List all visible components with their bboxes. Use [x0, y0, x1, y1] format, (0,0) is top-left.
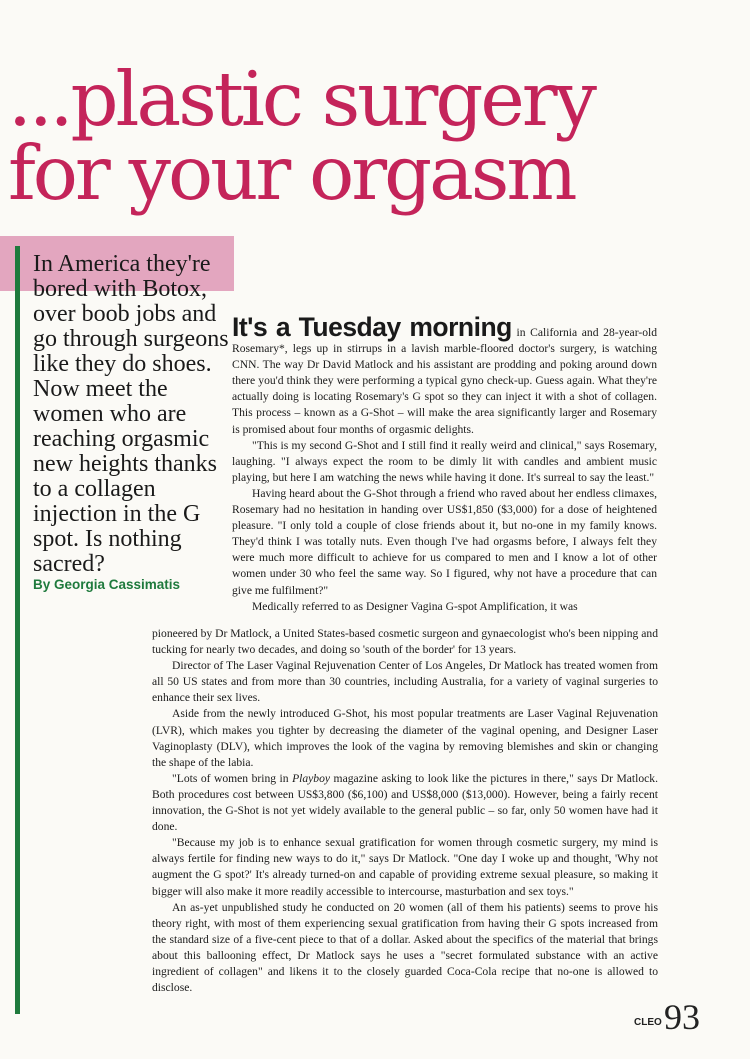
- article-paragraph: Aside from the newly introduced G-Shot, his most popular treatments are Laser Vaginal Rejuvenation (LVR), which makes you tighter by decreasing the diameter of the vaginal opening, and Designer Laser Vaginoplasty (DLV), which improves the look of the vagina by removing blemishes and skin or changing the shape of the labia.: [152, 707, 658, 769]
- article-paragraph: "Because my job is to enhance sexual gratification for women through cosmetic surgery, my mind is always fertile for finding new ways to do it," says Dr Matlock. "One day I woke up and thought, 'Why not augment the G spot?' It's already turned-on and capable of providing extreme sexual pleasure, so making it bigger will also make it more readily accessible to intercourse, masturbation and sex toys.": [152, 836, 658, 898]
- article-paragraph: Medically referred to as Designer Vagina G-spot Amplification, it was: [252, 599, 578, 613]
- article-column-narrow: [232, 314, 657, 615]
- headline-line-1: ...plastic surgery: [8, 55, 594, 143]
- article-paragraph: [152, 771, 658, 835]
- article-paragraph: [232, 314, 657, 438]
- magazine-title: Playboy: [292, 771, 331, 785]
- green-vertical-rule: [15, 246, 20, 1014]
- article-paragraph: "This is my second G-Shot and I still find it really weird and clinical," says Rosemary, laughing. "I always expect the room to be dimly lit with candles and ambient music playing, but here I am watching the news while having it done. It's surreal to say the least.": [232, 438, 657, 484]
- article-paragraph-text: in California and 28-year-old Rosemary*, legs up in stirrups in a lavish marble-floored doctor's surgery, is watching CNN. The way Dr David Matlock and his assistant are prodding and poking around down there you'd think they were performing a typical gyno check-up. Guess again. What they're actually doing is locating Rosemary's G spot so they can inject it with a shot of collagen. This process – known as a G-Shot – will make the area significantly larger and Rosemary is promised about four months of orgasmic delights.: [232, 326, 658, 436]
- headline-line-2: for your orgasm: [8, 129, 575, 217]
- article-column-wide: [152, 626, 658, 996]
- lead-phrase: It's a Tuesday morning: [232, 312, 512, 342]
- article-paragraph: Director of The Laser Vaginal Rejuvenation Center of Los Angeles, Dr Matlock has treated women from all 50 US states and from more than 30 countries, including Australia, for a variety of vaginal surgeries to enhance their sex lives.: [152, 659, 658, 705]
- magazine-brand: CLEO: [634, 1017, 662, 1028]
- article-paragraph: An as-yet unpublished study he conducted on 20 women (all of them his patients) seems to prove his theory right, with most of them experiencing sexual gratification from having their G spots increased from the standard size of a five-cent piece to that of a dollar. Asked about the specifics of the material that brings about this ballooning effect, Dr Matlock says he uses a "secret formulated substance with an active ingredient of collagen" and likens it to the closely guarded Coca-Cola recipe that no-one is allowed to disclose.: [152, 900, 658, 995]
- article-paragraph-text: "Lots of women bring in: [172, 771, 293, 785]
- standfirst: In America they're bored with Botox, over boob jobs and go through surgeons like they do shoes. Now meet the women who are reaching orgasmic new heights thanks to a collagen injection in the G spot. Is nothing sacred?: [33, 251, 229, 577]
- page-number: 93: [664, 997, 700, 1037]
- article-paragraph: Having heard about the G-Shot through a friend who raved about her endless climaxes, Rosemary had no hesitation in handing over US$1,850 ($3,000) for a dose of heightened pleasure. "I only told a couple of close friends about it, but no-one in my family knows. They'd think I was totally nuts. Even though I've had orgasms before, I always felt they were much more difficult to achieve for us compared to men and I know a lot of other women under 30 who feel the same way. So I figured, why not have a procedure that can give me fulfilment?": [232, 486, 657, 597]
- article-paragraph: pioneered by Dr Matlock, a United States-based cosmetic surgeon and gynaecologist who's been nipping and tucking for nearly two decades, and doing so 'south of the border' for 13 years.: [152, 627, 658, 657]
- headline: [8, 55, 738, 217]
- article-paragraph-text: magazine asking to look like the pictures in there," says Dr Matlock. Both procedures cost between US$3,800 ($6,100) and US$8,000 ($13,000). However, being a fairly recent innovation, the G-Shot is not yet widely available to the general public – so far, only 50 women have had it done.: [152, 771, 658, 834]
- byline: By Georgia Cassimatis: [33, 577, 181, 592]
